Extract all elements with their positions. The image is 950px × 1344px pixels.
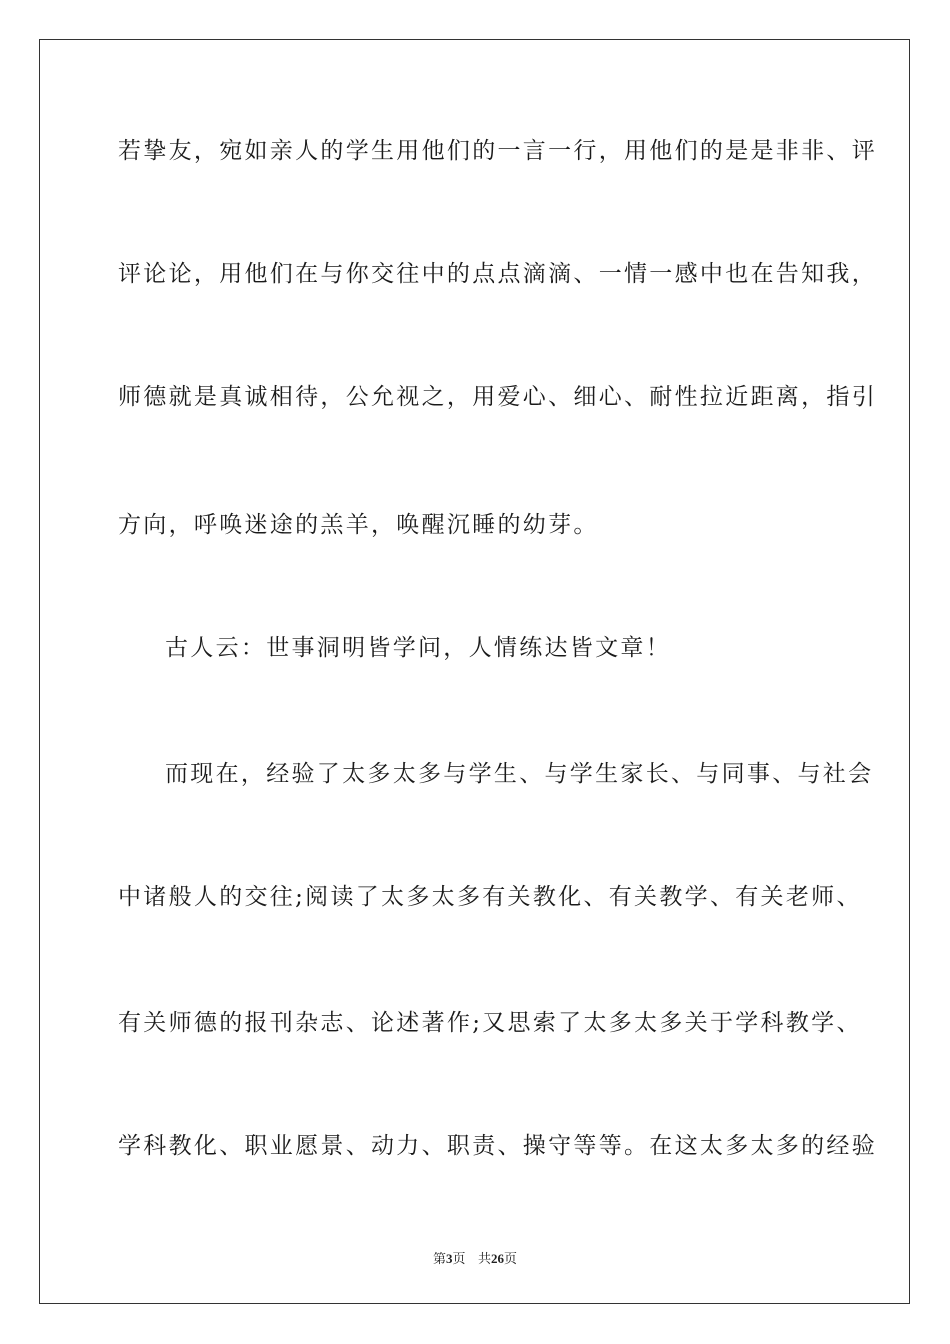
body-line-2: 评论论，用他们在与你交往中的点点滴滴、一情一感中也在告知我， bbox=[118, 261, 877, 287]
total-page-count: 26 bbox=[490, 1251, 504, 1266]
body-line-9: 学科教化、职业愿景、动力、职责、操守等等。在这太多太多的经验 bbox=[118, 1133, 877, 1159]
body-line-1: 若挚友，宛如亲人的学生用他们的一言一行，用他们的是是非非、评 bbox=[118, 138, 877, 164]
page-prefix: 第 bbox=[433, 1252, 447, 1267]
current-page-number: 3 bbox=[446, 1251, 453, 1266]
page-border bbox=[39, 39, 910, 1304]
total-prefix: 共 bbox=[477, 1252, 491, 1267]
page-number-footer bbox=[0, 1248, 950, 1267]
body-line-6: 而现在，经验了太多太多与学生、与学生家长、与同事、与社会 bbox=[165, 761, 874, 787]
body-line-3: 师德就是真诚相待，公允视之，用爱心、细心、耐性拉近距离，指引 bbox=[118, 384, 877, 410]
body-line-7: 中诸般人的交往;阅读了太多太多有关教化、有关教学、有关老师、 bbox=[118, 884, 862, 910]
body-line-4: 方向，呼唤迷途的羔羊，唤醒沉睡的幼芽。 bbox=[118, 512, 599, 538]
body-line-8: 有关师德的报刊杂志、论述著作;又思索了太多太多关于学科教学、 bbox=[118, 1010, 862, 1036]
total-suffix: 页 bbox=[503, 1252, 517, 1267]
body-line-5: 古人云：世事洞明皆学问，人情练达皆文章！ bbox=[165, 635, 671, 661]
page-suffix: 页 bbox=[452, 1252, 466, 1267]
